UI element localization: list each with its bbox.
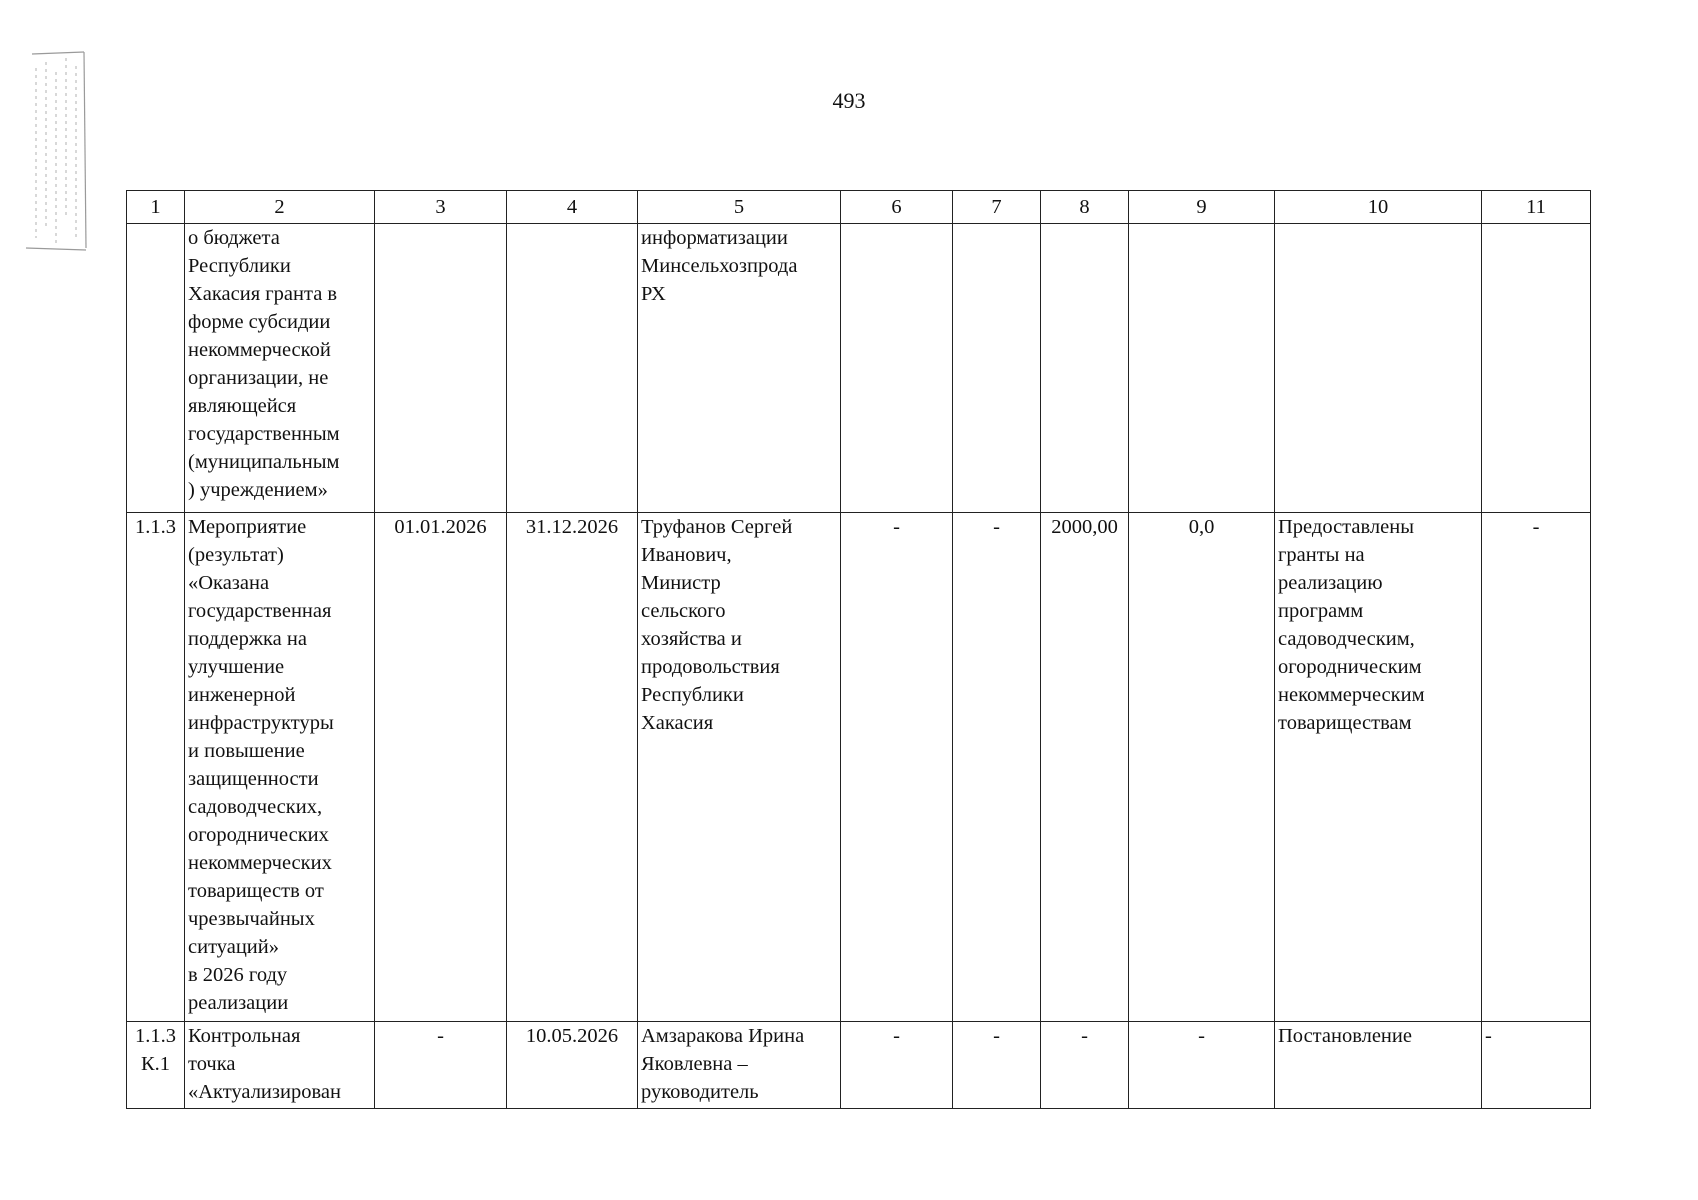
- column-header-7: 7: [953, 191, 1041, 224]
- cell-col-11: -: [1482, 513, 1591, 1022]
- table-row-continuation: [127, 224, 1591, 513]
- header-row: [127, 191, 1591, 224]
- cell-col-8: -: [1041, 1022, 1129, 1109]
- cell-responsible: Труфанов Сергей Иванович, Министр сельского хозяйства и продовольствия Республики Хакасия: [638, 513, 841, 1022]
- cell-result: [1275, 224, 1482, 513]
- column-header-1: 1: [127, 191, 185, 224]
- cell-result: Постановление: [1275, 1022, 1482, 1109]
- cell-start-date: -: [375, 1022, 507, 1109]
- cell-responsible: Амзаракова Ирина Яковлевна – руководитель: [638, 1022, 841, 1109]
- page-number: 493: [832, 88, 866, 113]
- cell-number: 1.1.3 К.1: [127, 1022, 185, 1109]
- column-header-5: 5: [638, 191, 841, 224]
- cell-col-11: -: [1482, 1022, 1591, 1109]
- cell-col-8: 2000,00: [1041, 513, 1129, 1022]
- table-row-1-1-3: [127, 513, 1591, 1022]
- cell-col-9: 0,0: [1129, 513, 1275, 1022]
- column-header-2: 2: [185, 191, 375, 224]
- cell-name: о бюджета Республики Хакасия гранта в форме субсидии некоммерческой организации, не являющейся государственным (муниципальным ) учреждением»: [185, 224, 375, 513]
- table-row-control-point: [127, 1022, 1591, 1109]
- cell-col-7: -: [953, 513, 1041, 1022]
- cell-name: Мероприятие (результат) «Оказана государственная поддержка на улучшение инженерной инфраструктуры и повышение защищенности садоводческих, огороднических некоммерческих товариществ от чрезвычайных ситуаций» в 2026 году реализации: [185, 513, 375, 1022]
- column-header-11: 11: [1482, 191, 1591, 224]
- cell-col-7: -: [953, 1022, 1041, 1109]
- registration-stamp-mark: [22, 48, 94, 258]
- cell-end-date: 10.05.2026: [507, 1022, 638, 1109]
- plan-table: [126, 190, 1591, 1109]
- cell-col-11: [1482, 224, 1591, 513]
- cell-name: Контрольная точка «Актуализирован: [185, 1022, 375, 1109]
- cell-col-6: [841, 224, 953, 513]
- cell-col-6: -: [841, 513, 953, 1022]
- cell-end-date: [507, 224, 638, 513]
- cell-col-6: -: [841, 1022, 953, 1109]
- cell-col-8: [1041, 224, 1129, 513]
- cell-start-date: [375, 224, 507, 513]
- column-header-9: 9: [1129, 191, 1275, 224]
- cell-col-9: [1129, 224, 1275, 513]
- cell-result: Предоставлены гранты на реализацию программ садоводческим, огородническим некоммерческим товариществам: [1275, 513, 1482, 1022]
- cell-end-date: 31.12.2026: [507, 513, 638, 1022]
- cell-number: [127, 224, 185, 513]
- cell-col-9: -: [1129, 1022, 1275, 1109]
- column-header-8: 8: [1041, 191, 1129, 224]
- column-header-3: 3: [375, 191, 507, 224]
- cell-col-7: [953, 224, 1041, 513]
- column-header-10: 10: [1275, 191, 1482, 224]
- cell-start-date: 01.01.2026: [375, 513, 507, 1022]
- cell-number: 1.1.3: [127, 513, 185, 1022]
- column-header-6: 6: [841, 191, 953, 224]
- column-header-4: 4: [507, 191, 638, 224]
- cell-responsible: информатизации Минсельхозпрода РХ: [638, 224, 841, 513]
